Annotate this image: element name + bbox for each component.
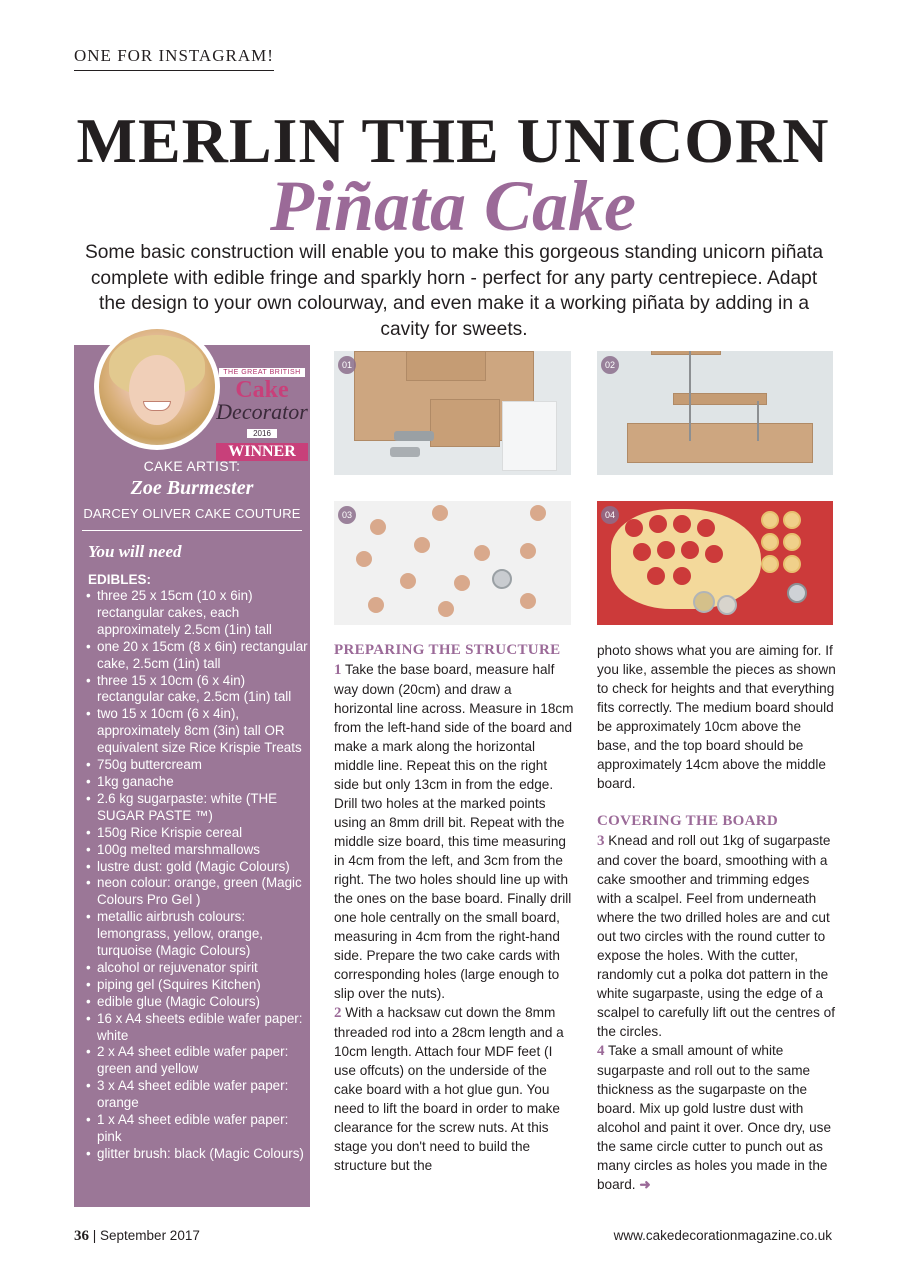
award-decorator-word: Decorator [216,399,308,424]
list-item: • metallic airbrush colours: lemongrass, yellow, orange, turquoise (Magic Colours) [84,909,308,960]
list-item: • glitter brush: black (Magic Colours) [84,1146,308,1163]
step-text: Take the base board, measure half way down (20cm) and draw a horizontal line across. Measure in 18cm from the left-hand side of the board and make a mark along the horizontal middle line. Repeat this on the right side but only 13cm in from the edge. Drill two holes at the marked points using an 8mm drill bit. Repeat with the middle size board, this time measuring in 4cm from the left, and 3cm from the right. The two holes should line up with the ones on the base board. Finally drill one hole centrally on the small board, measuring in 4cm from the right-hand side. Prepare the two cake cards with corresponding holes (large enough to slip over the nuts). [334,662,574,1001]
award-winner: WINNER [216,443,308,461]
list-item: • alcohol or rejuvenator spirit [84,960,308,977]
step-1 [334,660,574,1003]
list-item: • 3 x A4 sheet edible wafer paper: orange [84,1078,308,1112]
list-item: • 100g melted marshmallows [84,842,308,859]
list-item: • three 15 x 10cm (6 x 4in) rectangular cake, 2.5cm (1in) tall [84,673,308,707]
article-column-1 [334,641,574,1175]
you-will-need-heading: You will need [88,542,182,561]
step-text: photo shows what you are aiming for. If you like, assemble the pieces as shown to check for heights and that everything fits correctly. The medium board should be approximately 10cm above the base, and the top board should be approximately 14cm above the middle board. [597,643,836,791]
photo-number: 02 [601,356,619,374]
continue-arrow-icon: ➜ [639,1177,651,1192]
step-text: Take a small amount of white sugarpaste and roll out to the same thickness as the sugarpaste on the board. Mix up gold lustre dust with alcohol and paint it over. Once dry, use the same circle cutter to punch out as many circles as holes you made in the board. [597,1043,832,1192]
step-number: 4 [597,1043,605,1059]
website-url[interactable]: www.cakedecorationmagazine.co.uk [613,1228,832,1243]
list-item: • 750g buttercream [84,757,308,774]
article-column-2 [597,641,837,1194]
step-number: 3 [597,833,605,849]
award-year: 2016 [247,429,277,438]
intro-paragraph: Some basic construction will enable you to make this gorgeous standing unicorn piñata complete with edible fringe and sparkly horn - perfect for any party centrepiece. Adapt the design to your own colourway, and even make it a working piñata by adding in a cavity for sweets. [84,242,824,340]
issue-date: | September 2017 [92,1228,200,1243]
step-4 [597,1041,837,1194]
list-item: • neon colour: orange, green (Magic Colours Pro Gel ) [84,875,308,909]
award-badge [214,361,310,460]
page-footer [74,1228,200,1245]
list-item: • piping gel (Squires Kitchen) [84,977,308,994]
title-line-2: Piñata Cake [269,166,636,246]
artist-name: Zoe Burmester [130,477,254,499]
step-photo-04 [597,501,833,625]
avatar [94,324,220,450]
step-text: With a hacksaw cut down the 8mm threaded rod into a 28cm length and a 10cm length. Attach four MDF feet (I use offcuts) on the underside of the cake board with a hot glue gun. You need to lift the board in order to make clearance for the screw nuts. At this stage you don't need to build the structure but the [334,1005,564,1173]
step-2-part-2 [597,641,837,793]
step-photo-02 [597,351,833,475]
step-photo-03 [334,501,571,625]
list-item: • edible glue (Magic Colours) [84,994,308,1011]
list-item: • two 15 x 10cm (6 x 4in), approximately 8cm (3in) tall OR equivalent size Rice Krispie Treats [84,706,308,757]
list-item: • 2 x A4 sheet edible wafer paper: green and yellow [84,1044,308,1078]
photo-number: 01 [338,356,356,374]
sidebar [74,345,310,1207]
list-item: • 1kg ganache [84,774,308,791]
section-heading: PREPARING THE STRUCTURE [334,642,561,658]
ingredients-list [84,588,308,1163]
list-item: • 1 x A4 sheet edible wafer paper: pink [84,1112,308,1146]
edibles-heading: EDIBLES: [88,572,152,587]
list-item: • lustre dust: gold (Magic Colours) [84,859,308,876]
list-item: • 2.6 kg sugarpaste: white (THE SUGAR PASTE ™) [84,791,308,825]
step-3 [597,831,837,1041]
photo-number: 04 [601,506,619,524]
award-top-label: THE GREAT BRITISH [219,368,304,377]
artist-label: CAKE ARTIST: [143,458,241,474]
artist-company: DARCEY OLIVER CAKE COUTURE [83,506,301,521]
list-item: • 16 x A4 sheets edible wafer paper: white [84,1011,308,1045]
page-number: 36 [74,1228,89,1244]
section-kicker: ONE FOR INSTAGRAM! [74,46,274,71]
title-line-1: MERLIN THE UNICORN [76,105,830,176]
step-number: 1 [334,662,342,678]
photo-number: 03 [338,506,356,524]
step-number: 2 [334,1005,342,1021]
step-text: Knead and roll out 1kg of sugarpaste and cover the board, smoothing with a cake smoother and trimming edges with a scalpel. Feel from underneath where the two drilled holes are and cut out two circles with the round cutter to expose the holes. With the cutter, randomly cut a polka dot pattern in the white sugarpaste, using the edge of a scalpel to carefully lift out the centres of the circles. [597,833,836,1039]
step-photo-01 [334,351,571,475]
section-heading: COVERING THE BOARD [597,813,778,829]
list-item: • one 20 x 15cm (8 x 6in) rectangular cake, 2.5cm (1in) tall [84,639,308,673]
list-item: • 150g Rice Krispie cereal [84,825,308,842]
award-cake-word: Cake [235,377,289,403]
list-item: • three 25 x 15cm (10 x 6in) rectangular cakes, each approximately 2.5cm (1in) tall [84,588,308,639]
artist-photo [99,329,215,445]
sidebar-divider [82,530,302,531]
step-2-part-1 [334,1003,574,1175]
